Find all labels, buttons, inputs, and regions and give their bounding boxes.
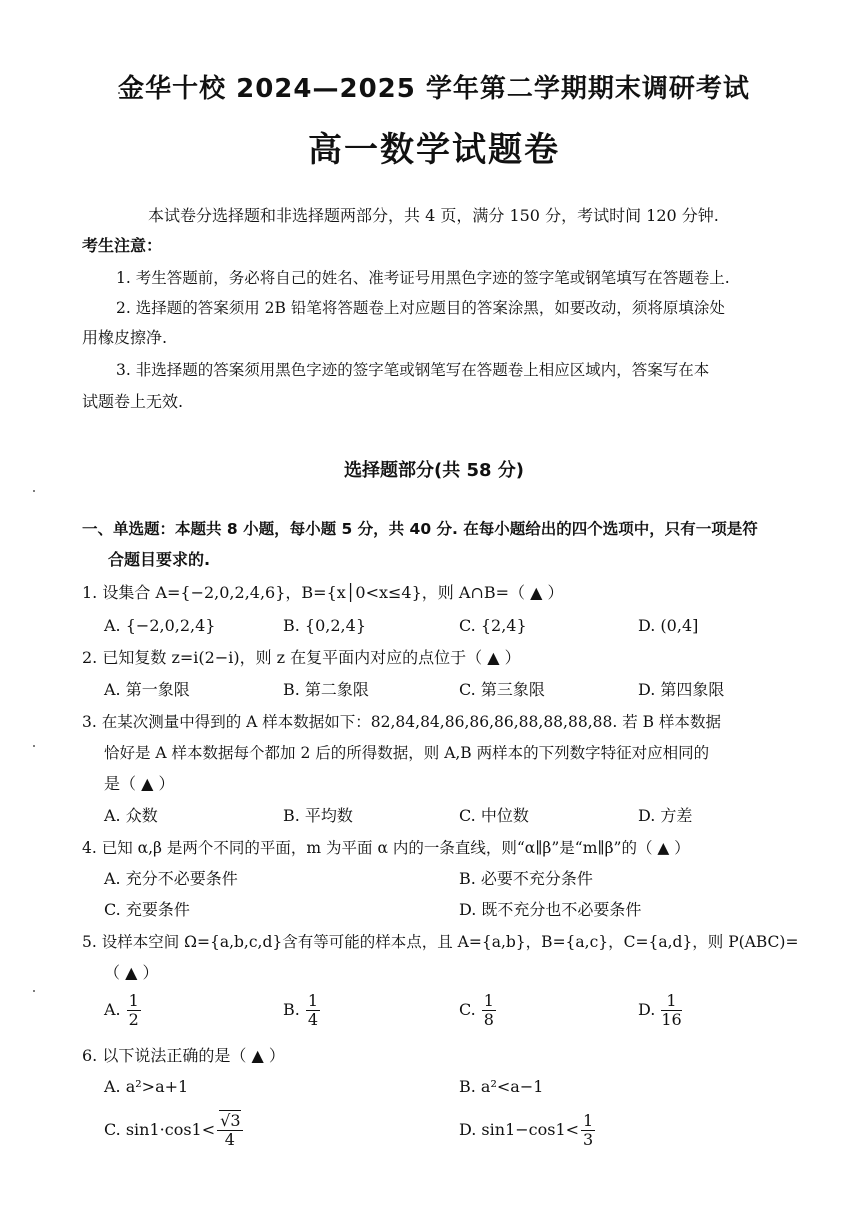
scan-speck bbox=[33, 490, 35, 492]
notice-item-1: 1. 考生答题前，务必将自己的姓名、准考证号用黑色字迹的签字笔或钢笔填写在答题卷上. bbox=[116, 269, 730, 287]
notice-item-3: 3. 非选择题的答案须用黑色字迹的签字笔或钢笔写在答题卷上相应区域内，答案写在本 bbox=[116, 361, 710, 379]
fraction-denominator: 4 bbox=[224, 1130, 235, 1149]
fraction-numerator: 1 bbox=[583, 1111, 594, 1130]
q1-option-a: A. {−2,0,2,4} bbox=[104, 616, 216, 635]
option-label: B. bbox=[283, 1000, 300, 1019]
fraction-numerator: 1 bbox=[661, 992, 681, 1011]
fraction-denominator: 16 bbox=[661, 1010, 682, 1029]
fraction-numerator: 1 bbox=[483, 991, 494, 1010]
fraction bbox=[581, 1112, 595, 1149]
intro-text: 本试卷分选择题和非选择题两部分，共 4 页，满分 150 分，考试时间 120 分钟. bbox=[148, 206, 719, 225]
q4-option-a: A. 充分不必要条件 bbox=[104, 869, 238, 888]
exam-title: 金华十校 2024—2025 学年第二学期期末调研考试 bbox=[118, 74, 750, 104]
q4-option-b: B. 必要不充分条件 bbox=[459, 869, 593, 888]
question-5-stem: 5. 设样本空间 Ω={a,b,c,d}含有等可能的样本点，且 A={a,b}，B={a,c}，C={a,d}，则 P(ABC)= bbox=[82, 933, 799, 951]
question-2-stem: 2. 已知复数 z=i(2−i)，则 z 在复平面内对应的点位于（ ▲ ） bbox=[82, 648, 521, 667]
fraction-denominator: 2 bbox=[128, 1010, 139, 1029]
scan-speck bbox=[33, 745, 35, 747]
q1-option-b: B. {0,2,4} bbox=[283, 616, 366, 635]
q2-option-c: C. 第三象限 bbox=[459, 680, 545, 699]
question-3-stem: 3. 在某次测量中得到的 A 样本数据如下：82,84,84,86,86,86,88,88,88,88. 若 B 样本数据 bbox=[82, 713, 721, 731]
part1-heading: 一、单选题：本题共 8 小题，每小题 5 分，共 40 分. 在每小题给出的四个选项中，只有一项是符 bbox=[82, 520, 758, 538]
q6-option-a: A. a²>a+1 bbox=[104, 1077, 189, 1096]
q6-option-b: B. a²<a−1 bbox=[459, 1077, 544, 1096]
q2-option-a: A. 第一象限 bbox=[104, 680, 190, 699]
fraction bbox=[127, 992, 141, 1029]
fraction bbox=[306, 992, 320, 1029]
q2-option-d: D. 第四象限 bbox=[638, 680, 725, 699]
q1-option-c: C. {2,4} bbox=[459, 616, 527, 635]
option-text: C. sin1·cos1< bbox=[104, 1120, 216, 1139]
notice-item-3-cont: 试题卷上无效. bbox=[82, 392, 184, 411]
q3-option-b: B. 平均数 bbox=[283, 806, 353, 825]
question-6-stem: 6. 以下说法正确的是（ ▲ ） bbox=[82, 1046, 285, 1065]
q5-option-a bbox=[104, 992, 141, 1029]
question-3-stem-end: 是（ ▲ ） bbox=[104, 774, 175, 793]
option-label: D. bbox=[638, 1000, 656, 1019]
q3-option-a: A. 众数 bbox=[104, 806, 158, 825]
question-1-stem: 1. 设集合 A={−2,0,2,4,6}，B={x│0<x≤4}，则 A∩B=（ ▲ ） bbox=[82, 583, 564, 602]
q6-option-c bbox=[104, 1112, 243, 1149]
part1-heading-cont: 合题目要求的. bbox=[108, 550, 211, 569]
fraction bbox=[661, 992, 681, 1029]
option-text: D. sin1−cos1< bbox=[459, 1120, 580, 1139]
q3-option-d: D. 方差 bbox=[638, 806, 693, 825]
fraction bbox=[482, 992, 496, 1029]
notice-item-2: 2. 选择题的答案须用 2B 铅笔将答题卷上对应题目的答案涂黑，如要改动，须将原填涂处 bbox=[116, 299, 725, 317]
q5-option-c bbox=[459, 992, 496, 1029]
q3-option-c: C. 中位数 bbox=[459, 806, 529, 825]
fraction-numerator bbox=[217, 1112, 242, 1131]
fraction-denominator: 3 bbox=[583, 1130, 594, 1149]
exam-subtitle: 高一数学试题卷 bbox=[308, 130, 560, 170]
fraction-numerator: 1 bbox=[128, 991, 139, 1010]
q4-option-c: C. 充要条件 bbox=[104, 900, 190, 919]
notice-heading: 考生注意： bbox=[82, 236, 163, 255]
fraction-numerator: 1 bbox=[307, 991, 319, 1010]
fraction-denominator: 8 bbox=[483, 1010, 494, 1029]
q2-option-b: B. 第二象限 bbox=[283, 680, 369, 699]
q5-option-b bbox=[283, 992, 320, 1029]
fraction bbox=[217, 1112, 242, 1149]
q4-option-d: D. 既不充分也不必要条件 bbox=[459, 900, 642, 919]
q6-option-d bbox=[459, 1112, 595, 1149]
fraction-denominator: 4 bbox=[307, 1010, 319, 1029]
sqrt-expression: √3 bbox=[220, 1111, 241, 1130]
q5-option-d bbox=[638, 992, 682, 1029]
scan-speck bbox=[33, 990, 35, 992]
question-3-stem-cont: 恰好是 A 样本数据每个都加 2 后的所得数据，则 A,B 两样本的下列数字特征对应相同的 bbox=[104, 744, 710, 762]
notice-item-2-cont: 用橡皮擦净. bbox=[82, 328, 168, 347]
question-4-stem: 4. 已知 α,β 是两个不同的平面，m 为平面 α 内的一条直线，则“α∥β”是“m∥β”的（ ▲ ） bbox=[82, 839, 690, 857]
option-label: C. bbox=[459, 1000, 476, 1019]
section-title: 选择题部分(共 58 分) bbox=[343, 460, 525, 481]
option-label: A. bbox=[104, 1000, 121, 1019]
q1-option-d: D. (0,4] bbox=[638, 616, 699, 635]
question-5-stem-cont: （ ▲ ） bbox=[104, 963, 159, 982]
